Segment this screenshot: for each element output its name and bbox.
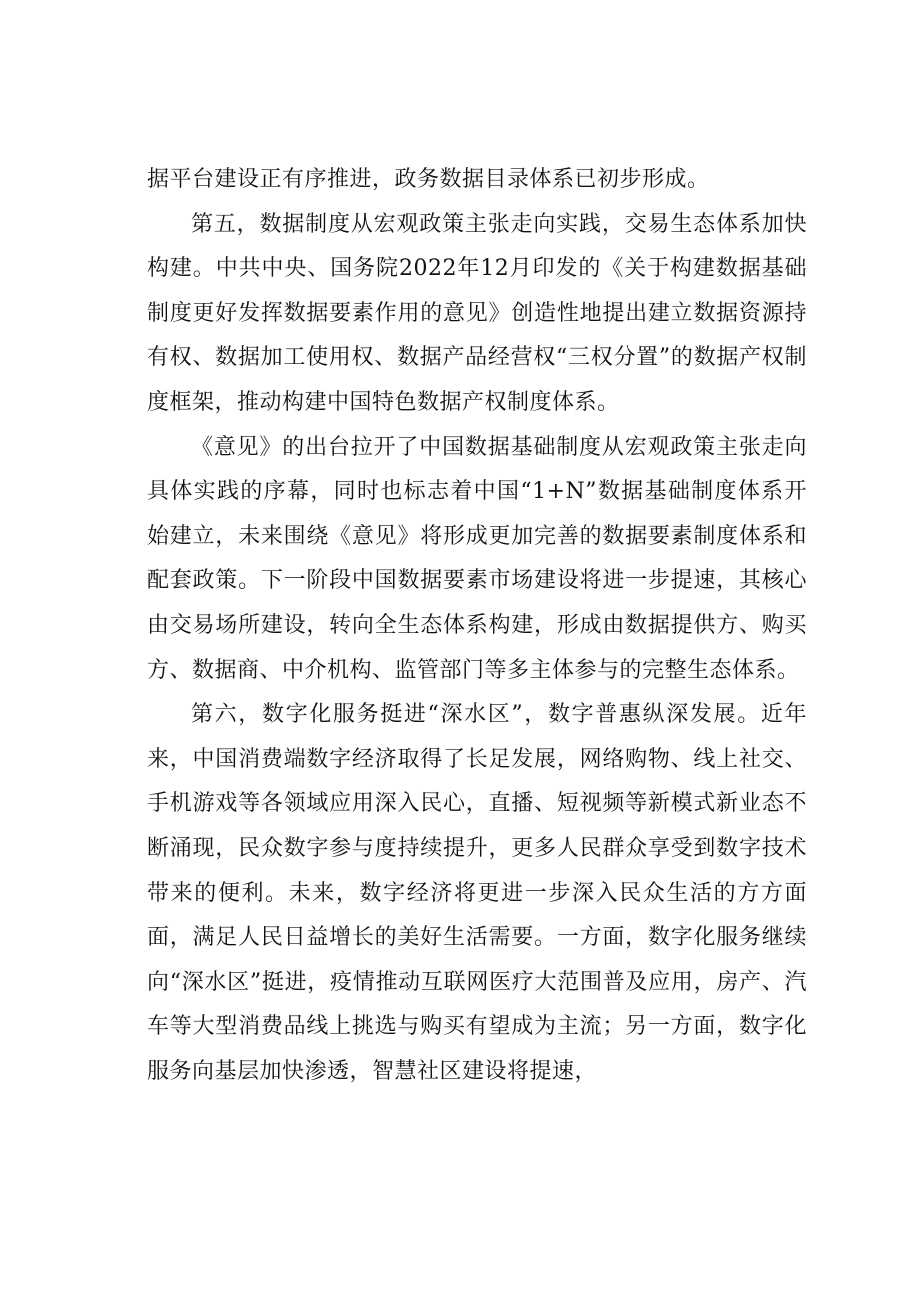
- paragraph-4: 第六，数字化服务挺进“深水区”，数字普惠纵深发展。近年来，中国消费端数字经济取得了长足发展，网络购物、线上社交、手机游戏等各领域应用深入民心，直播、短视频等新模式新业态不断涌现，民众数字参与度持续提升，更多人民群众享受到数字技术带来的便利。未来，数字经济将更进一步深入民众生活的方方面面，满足人民日益增长的美好生活需要。一方面，数字化服务继续向“深水区”挺进，疫情推动互联网医疗大范围普及应用，房产、汽车等大型消费品线上挑选与购买有望成为主流；另一方面，数字化服务向基层加快渗透，智慧社区建设将提速，: [147, 702, 807, 1084]
- paragraph-2: 第五，数据制度从宏观政策主张走向实践，交易生态体系加快构建。中共中央、国务院2022年12月印发的《关于构建数据基础制度更好发挥数据要素作用的意见》创造性地提出建立数据资源持有权、数据加工使用权、数据产品经营权“三权分置”的数据产权制度框架，推动构建中国特色数据产权制度体系。: [147, 211, 807, 415]
- paragraph-3: 《意见》的出台拉开了中国数据基础制度从宏观政策主张走向具体实践的序幕，同时也标志着中国“1+N”数据基础制度体系开始建立，未来围绕《意见》将形成更加完善的数据要素制度体系和配套政策。下一阶段中国数据要素市场建设将进一步提速，其核心由交易场所建设，转向全生态体系构建，形成由数据提供方、购买方、数据商、中介机构、监管部门等多主体参与的完整生态体系。: [147, 434, 807, 683]
- document-body: [147, 158, 807, 1094]
- paragraph-1: 据平台建设正有序推进，政务数据目录体系已初步形成。: [147, 167, 710, 192]
